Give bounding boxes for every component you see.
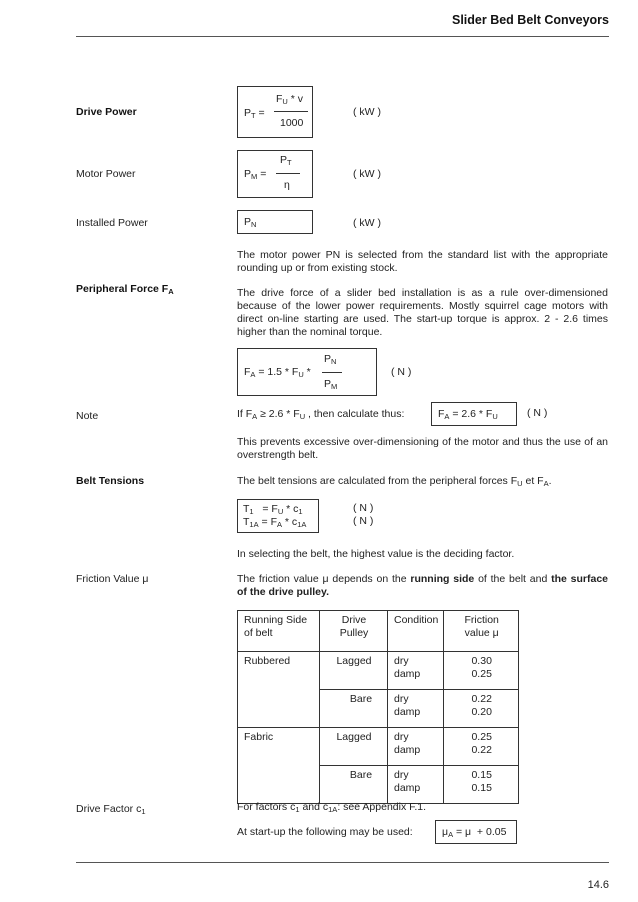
motor-power-label: Motor Power [76, 168, 136, 180]
header-condition: Condition [388, 611, 444, 652]
table-header-row [238, 611, 519, 652]
footer-divider [76, 862, 609, 863]
motor-power-unit: ( kW ) [353, 168, 381, 180]
friction-value-label: Friction Value μ [76, 573, 149, 585]
start-up-paragraph: At start-up the following may be used: [237, 826, 413, 838]
friction-table [237, 610, 519, 804]
pulley-cell: Lagged [320, 652, 388, 690]
pulley-cell: Bare [320, 690, 388, 728]
installed-power-unit: ( kW ) [353, 217, 381, 229]
belt-tensions-paragraph: The belt tensions are calculated from the peripheral forces $F_U$ et $F_A$. [237, 475, 552, 488]
note-formula-box: $F_A = 2.6 * F_U$ [431, 402, 517, 426]
note-condition: If $F_A \ge 2.6 * F_U$ , then calculate thus: [237, 408, 405, 421]
belt-tension-unit-2: ( N ) [353, 515, 374, 527]
motor-power-formula: $P_M$ = $P_T$ η [237, 150, 313, 198]
friction-value-cell: 0.15 0.15 [444, 766, 519, 804]
peripheral-force-label: Peripheral Force $F_A$ [76, 283, 174, 296]
peripheral-force-formula: $F_A = 1.5 * F_U$ * $P_N$ $P_M$ [237, 348, 377, 396]
pulley-cell: Lagged [320, 728, 388, 766]
page-title: Slider Bed Belt Conveyors [452, 13, 609, 27]
condition-cell: dry damp [388, 652, 444, 690]
running-side-cell: Fabric [238, 728, 320, 804]
factors-paragraph: For factors $c_1$ and $c_{1A}$: see Appendix F.1. [237, 801, 427, 814]
pulley-cell: Bare [320, 766, 388, 804]
friction-paragraph: The friction value μ depends on the running side of the belt and the surface of the drive pulley. [237, 573, 609, 598]
drive-power-formula: $P_T$ = $F_U$ * v 1000 [237, 86, 313, 138]
friction-value-cell: 0.22 0.20 [444, 690, 519, 728]
motor-selection-paragraph: The motor power PN is selected from the standard list with the appropriate rounding up or from existing stock. [237, 249, 608, 274]
belt-tensions-formula: $T_1 = F_U * c_1$ $T_{1A} = F_A * c_{1A}$ [237, 499, 319, 533]
friction-value-cell: 0.30 0.25 [444, 652, 519, 690]
drive-power-label: Drive Power [76, 106, 137, 118]
condition-cell: dry damp [388, 728, 444, 766]
installed-power-formula: $P_N$ [237, 210, 313, 234]
friction-value-cell: 0.25 0.22 [444, 728, 519, 766]
condition-cell: dry damp [388, 690, 444, 728]
drive-force-paragraph: The drive force of a slider bed installation is as a rule over-dimensioned because of the lower power requirements. Mostly squirrel cage motors with direct on-line starting are used. The start-up torque is approx. 2 - 2.6 times higher than the nominal torque. [237, 287, 608, 338]
table-row [238, 652, 519, 690]
drive-power-unit: ( kW ) [353, 106, 381, 118]
table-row [238, 728, 519, 766]
note-label: Note [76, 410, 99, 422]
prevents-paragraph: This prevents excessive over-dimensioning of the motor and thus the use of an overstrength belt. [237, 436, 608, 461]
belt-tension-unit-1: ( N ) [353, 502, 374, 514]
drive-factor-label: Drive Factor $c_1$ [76, 803, 146, 816]
header-divider [76, 36, 609, 37]
header-friction-value: Friction value μ [444, 611, 519, 652]
header-drive-pulley: Drive Pulley [320, 611, 388, 652]
page-number: 14.6 [587, 879, 609, 891]
note-unit: ( N ) [527, 407, 548, 419]
header-running-side: Running Side of belt [238, 611, 320, 652]
start-up-formula-box: $\mu_A = \mu + 0.05$ [435, 820, 517, 844]
running-side-cell: Rubbered [238, 652, 320, 728]
belt-tensions-label: Belt Tensions [76, 475, 145, 487]
installed-power-label: Installed Power [76, 217, 148, 229]
deciding-paragraph: In selecting the belt, the highest value is the deciding factor. [237, 548, 515, 560]
peripheral-force-unit: ( N ) [391, 366, 412, 378]
condition-cell: dry damp [388, 766, 444, 804]
